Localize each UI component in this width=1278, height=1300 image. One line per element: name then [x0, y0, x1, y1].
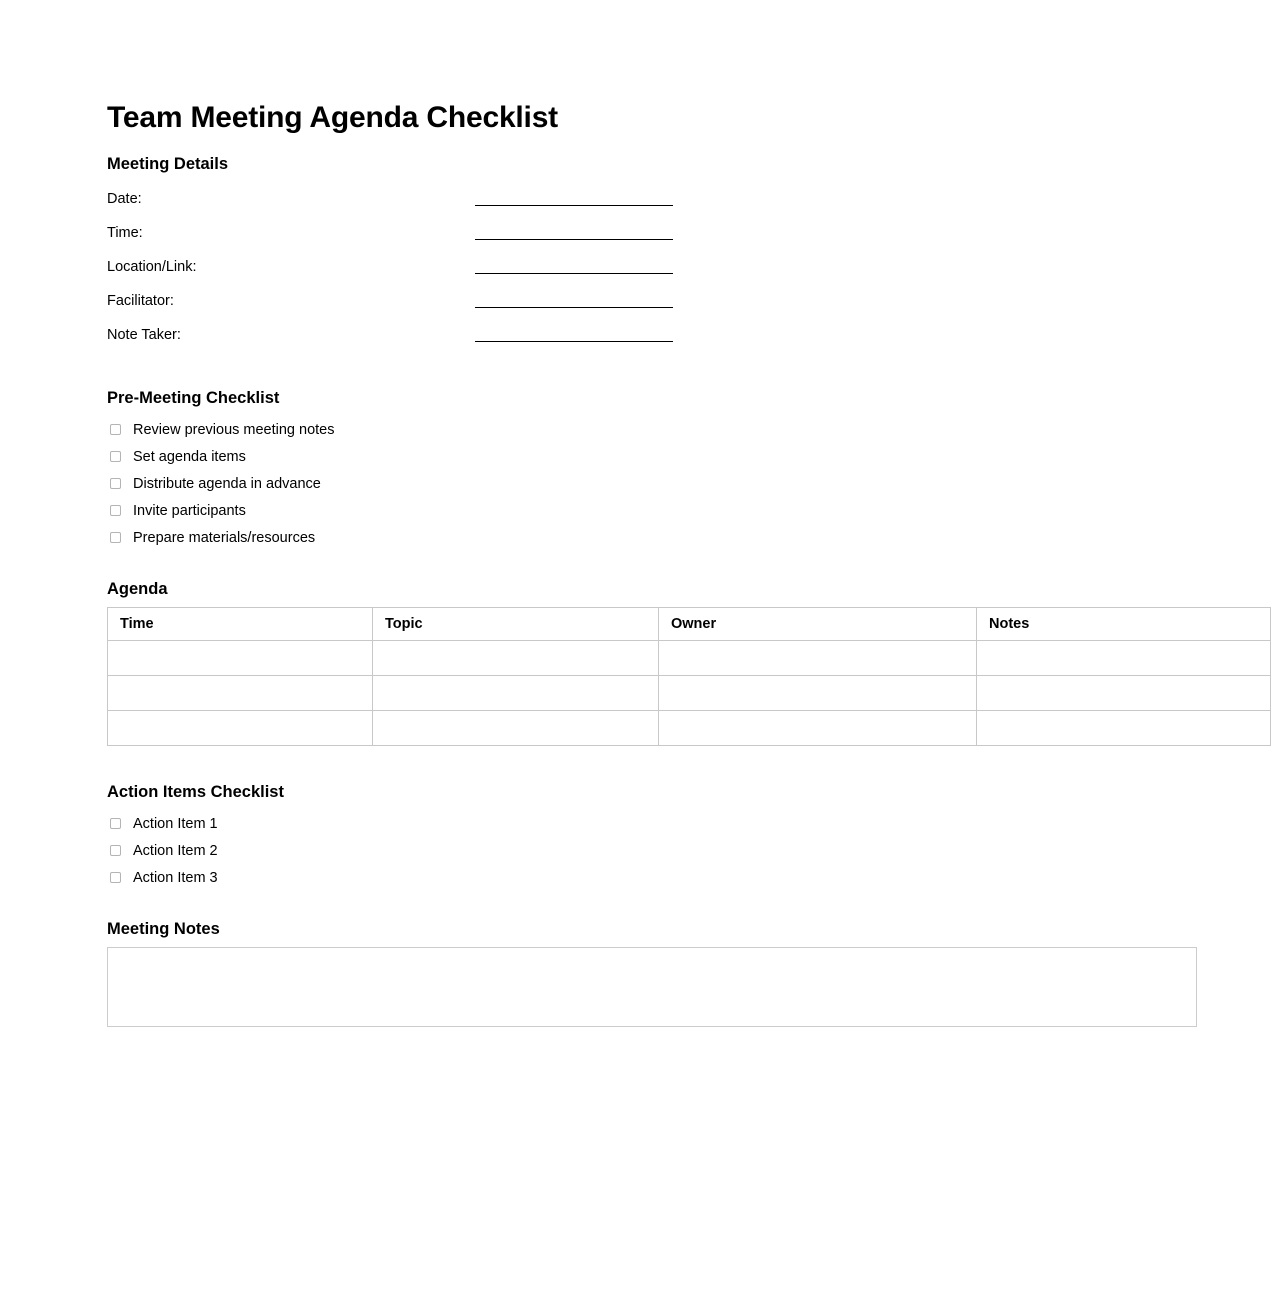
section-heading-meeting-notes: Meeting Notes: [107, 920, 220, 938]
table-row: [108, 711, 1271, 746]
spacer: [107, 352, 1199, 388]
list-item-label: Review previous meeting notes: [133, 421, 335, 438]
section-heading-meeting-details: Meeting Details: [107, 155, 229, 173]
table-cell-owner[interactable]: [659, 641, 977, 676]
field-input-time[interactable]: [475, 239, 673, 240]
list-item-label: Prepare materials/resources: [133, 529, 316, 546]
spacer: [107, 746, 1199, 782]
meeting-details-fields: [107, 182, 1199, 352]
action-items-checklist: [107, 810, 1199, 891]
table-cell-notes[interactable]: [977, 641, 1271, 676]
field-input-location[interactable]: [475, 273, 673, 274]
field-label-location: Location/Link:: [107, 259, 197, 275]
column-header-topic: Topic: [373, 608, 659, 641]
meeting-notes-input[interactable]: [107, 947, 1197, 1027]
list-item[interactable]: [107, 416, 1199, 443]
section-heading-pre-meeting-checklist: Pre-Meeting Checklist: [107, 389, 280, 407]
table-cell-topic[interactable]: [373, 711, 659, 746]
list-item[interactable]: [107, 864, 1199, 891]
field-row-facilitator: [107, 284, 1199, 318]
checkbox-icon[interactable]: [110, 872, 121, 883]
field-input-facilitator[interactable]: [475, 307, 673, 308]
list-item-label: Set agenda items: [133, 448, 246, 465]
agenda-table-body: [108, 641, 1271, 746]
list-item[interactable]: [107, 837, 1199, 864]
checkbox-icon[interactable]: [110, 532, 121, 543]
spacer: [107, 891, 1199, 919]
list-item[interactable]: [107, 524, 1199, 551]
list-item-label: Action Item 1: [133, 815, 218, 832]
field-label-note-taker: Note Taker:: [107, 327, 181, 343]
field-label-facilitator: Facilitator:: [107, 293, 174, 309]
table-cell-topic[interactable]: [373, 641, 659, 676]
table-cell-owner[interactable]: [659, 711, 977, 746]
checkbox-icon[interactable]: [110, 845, 121, 856]
agenda-table: [107, 607, 1271, 746]
checkbox-icon[interactable]: [110, 424, 121, 435]
document-content: [107, 100, 1199, 1027]
table-cell-topic[interactable]: [373, 676, 659, 711]
table-cell-time[interactable]: [108, 711, 373, 746]
column-header-owner: Owner: [659, 608, 977, 641]
checkbox-icon[interactable]: [110, 478, 121, 489]
field-row-time: [107, 216, 1199, 250]
list-item[interactable]: [107, 470, 1199, 497]
list-item[interactable]: [107, 443, 1199, 470]
section-heading-agenda: Agenda: [107, 580, 168, 598]
table-cell-notes[interactable]: [977, 676, 1271, 711]
column-header-time: Time: [108, 608, 373, 641]
table-cell-owner[interactable]: [659, 676, 977, 711]
field-row-location: [107, 250, 1199, 284]
table-header-row: [108, 608, 1271, 641]
checkbox-icon[interactable]: [110, 451, 121, 462]
list-item[interactable]: [107, 810, 1199, 837]
table-row: [108, 676, 1271, 711]
field-input-note-taker[interactable]: [475, 341, 673, 342]
pre-meeting-checklist: [107, 416, 1199, 551]
table-cell-time[interactable]: [108, 641, 373, 676]
list-item[interactable]: [107, 497, 1199, 524]
list-item-label: Invite participants: [133, 502, 246, 519]
field-input-date[interactable]: [475, 205, 673, 206]
column-header-notes: Notes: [977, 608, 1271, 641]
field-label-date: Date:: [107, 191, 142, 207]
section-heading-action-items-checklist: Action Items Checklist: [107, 783, 284, 801]
list-item-label: Action Item 2: [133, 842, 218, 859]
checkbox-icon[interactable]: [110, 505, 121, 516]
table-cell-notes[interactable]: [977, 711, 1271, 746]
spacer: [107, 551, 1199, 579]
field-label-time: Time:: [107, 225, 143, 241]
list-item-label: Distribute agenda in advance: [133, 475, 321, 492]
list-item-label: Action Item 3: [133, 869, 218, 886]
table-cell-time[interactable]: [108, 676, 373, 711]
field-row-note-taker: [107, 318, 1199, 352]
page-title: Team Meeting Agenda Checklist: [107, 101, 558, 134]
table-row: [108, 641, 1271, 676]
checkbox-icon[interactable]: [110, 818, 121, 829]
agenda-table-head: [108, 608, 1271, 641]
field-row-date: [107, 182, 1199, 216]
